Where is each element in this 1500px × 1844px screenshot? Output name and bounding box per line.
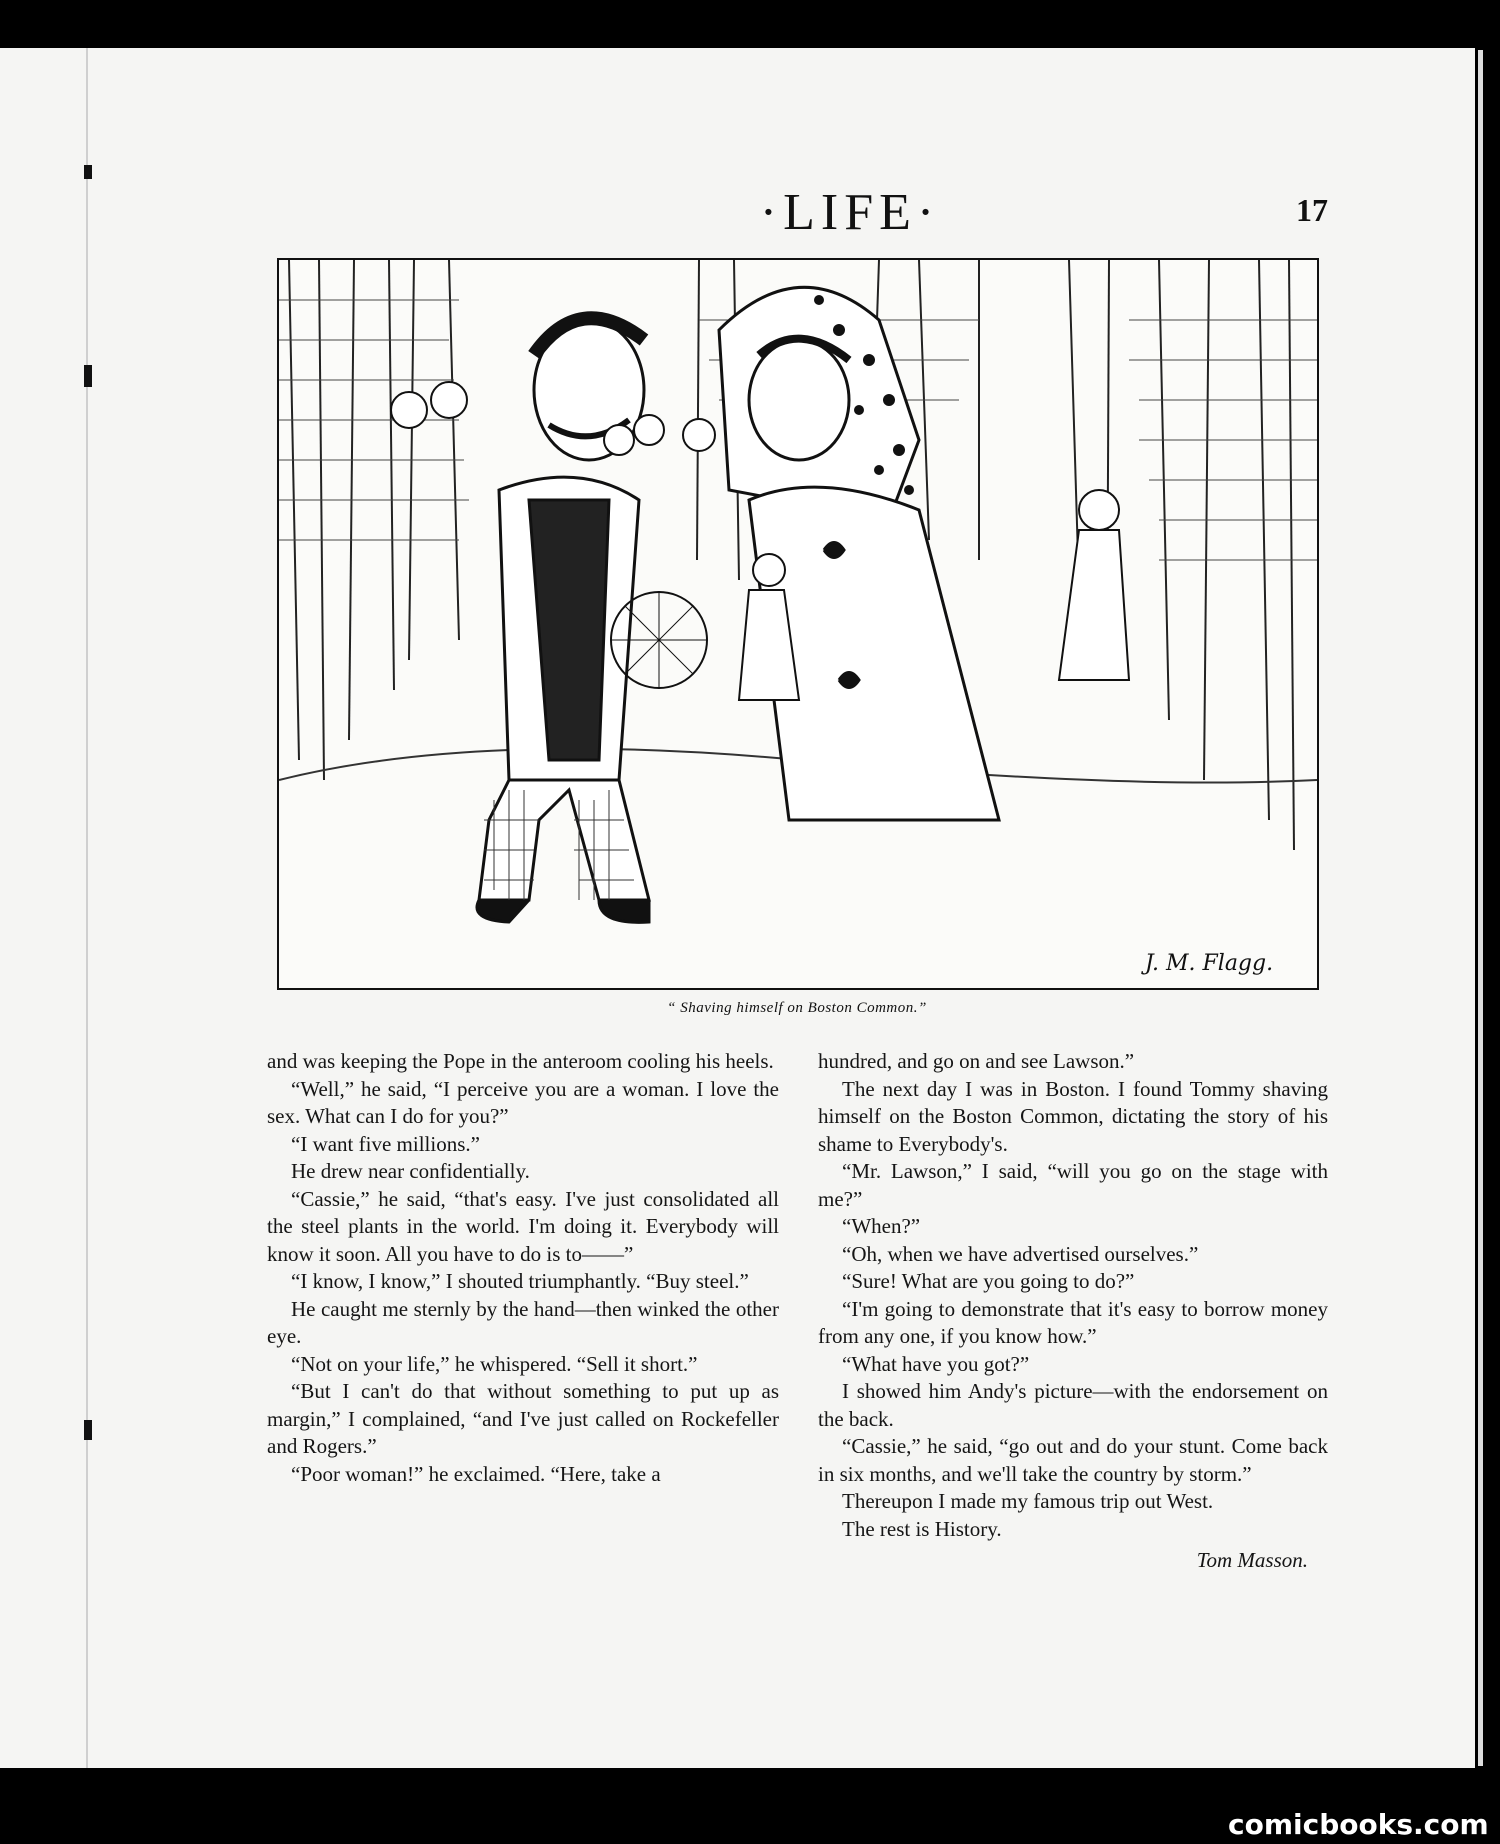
article-paragraph: The next day I was in Boston. I found Tommy shaving himself on the Boston Common, dictating the story of his shame to Everybody's. <box>818 1076 1328 1156</box>
artist-signature: J. M. Flagg. <box>1144 951 1274 976</box>
article-paragraph: hundred, and go on and see Lawson.” <box>818 1049 1135 1073</box>
page-number: 17 <box>1296 192 1328 228</box>
site-watermark: comicbooks.com <box>1228 1808 1489 1841</box>
article-paragraph: “Oh, when we have advertised ourselves.” <box>842 1241 1199 1266</box>
article-paragraph: “Not on your life,” he whispered. “Sell it short.” <box>291 1351 698 1376</box>
binding-mark <box>84 1420 92 1440</box>
article-paragraph: “Cassie,” he said, “go out and do your stunt. Come back in six months, and we'll take the country by storm.” <box>818 1434 1328 1486</box>
man-figure <box>477 318 649 922</box>
article-paragraph: I showed him Andy's picture—with the endorsement on the back. <box>818 1379 1328 1431</box>
article-paragraph: “What have you got?” <box>842 1351 1030 1376</box>
page-right-edge-line <box>1478 50 1483 1766</box>
illustration-caption: “ Shaving himself on Boston Common.” <box>667 1000 927 1016</box>
article-paragraph: “Cassie,” he said, “that's easy. I've just consolidated all the steel plants in the world. I'm doing it. Everybody will know it soon. All you have to do is to——” <box>267 1186 779 1266</box>
article-paragraph: “But I can't do that without something to put up as margin,” I complained, “and I've just called on Rockefeller and Rogers.” <box>267 1379 779 1458</box>
article-paragraph: “I want five millions.” <box>291 1131 480 1156</box>
article-paragraph: “Poor woman!” he exclaimed. “Here, take a <box>291 1461 661 1486</box>
binding-mark <box>84 365 92 387</box>
article-paragraph: and was keeping the Pope in the anteroom cooling his heels. <box>267 1049 774 1073</box>
article-left-column <box>267 1048 779 1488</box>
article-paragraph: He caught me sternly by the hand—then winked the other eye. <box>267 1296 779 1348</box>
article-paragraph: “Mr. Lawson,” I said, “will you go on the stage with me?” <box>818 1159 1328 1211</box>
article-paragraph: “Well,” he said, “I perceive you are a woman. I love the sex. What can I do for you?” <box>267 1076 779 1128</box>
magazine-masthead: ·LIFE· <box>759 184 941 241</box>
cartoon-illustration <box>277 258 1319 990</box>
cartoon-drawing <box>279 260 1317 988</box>
article-right-column <box>818 1048 1328 1575</box>
article-paragraph: The rest is History. <box>842 1516 1002 1541</box>
binding-mark <box>84 165 92 179</box>
article-paragraph: Thereupon I made my famous trip out West. <box>842 1489 1214 1513</box>
article-paragraph: “Sure! What are you going to do?” <box>842 1269 1135 1293</box>
article-paragraph: “I'm going to demonstrate that it's easy to borrow money from any one, if you know how.” <box>818 1296 1328 1348</box>
article-byline: Tom Masson. <box>1196 1548 1308 1572</box>
article-paragraph: “I know, I know,” I shouted triumphantly. “Buy steel.” <box>291 1269 749 1293</box>
page-gutter <box>86 48 88 1768</box>
article-paragraph: “When?” <box>842 1214 921 1238</box>
woman-figure <box>719 287 999 820</box>
article-paragraph: He drew near confidentially. <box>291 1159 530 1183</box>
